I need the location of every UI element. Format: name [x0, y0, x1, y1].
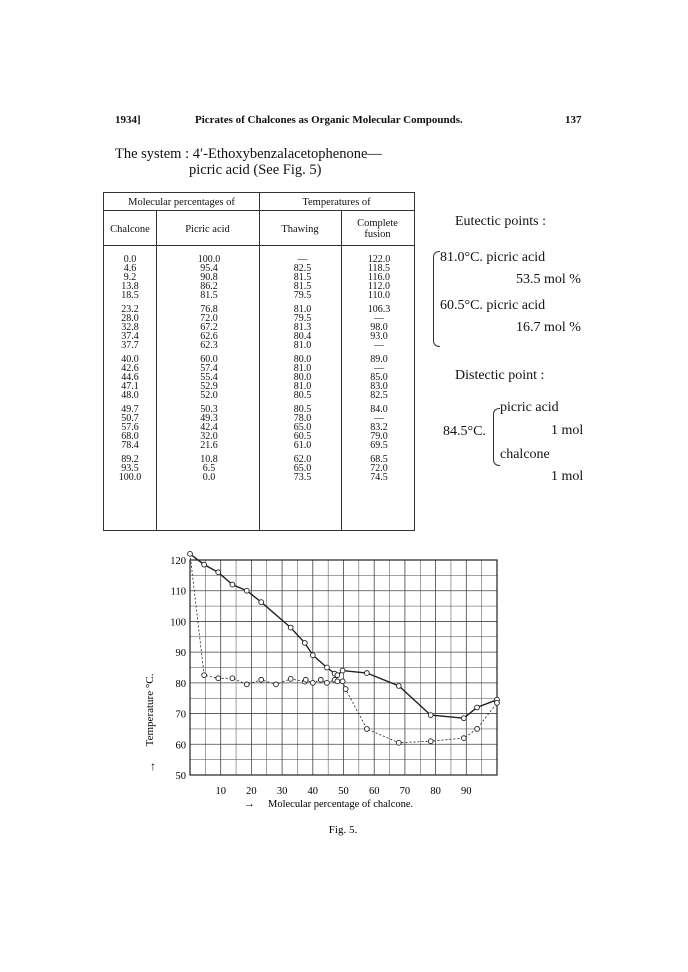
table-cell: 60.0	[200, 354, 218, 365]
y-axis-label: Temperature °C.	[144, 673, 156, 747]
distectic-brace	[493, 408, 500, 466]
table-cell: 21.6	[200, 440, 218, 451]
table-cell: 52.0	[200, 390, 218, 401]
table-cell: 79.5	[293, 290, 312, 301]
data-point	[202, 673, 207, 678]
table-cell: 98.0	[370, 322, 388, 333]
data-point	[310, 653, 315, 658]
table-cell: 0.0	[123, 254, 137, 265]
data-point	[428, 739, 433, 744]
table-cell: 81.5	[200, 290, 218, 301]
eutectic-point-2: 60.5°C. picric acid	[440, 298, 546, 313]
table-cell: 18.5	[121, 290, 139, 301]
data-point	[188, 551, 193, 556]
x-tick-label: 70	[399, 786, 411, 797]
table-cell: 67.2	[200, 322, 218, 333]
data-point	[230, 582, 235, 587]
table-cell: 83.2	[370, 422, 388, 433]
table-cell: 23.2	[121, 304, 139, 315]
table-cell: 0.0	[202, 472, 216, 483]
table-cell: 74.5	[370, 472, 388, 483]
header-left: 1934]	[115, 114, 141, 126]
data-point	[202, 562, 207, 567]
table-cell: —	[297, 254, 308, 265]
table-cell: 100.0	[118, 472, 142, 483]
distectic-mol-2: 1 mol	[551, 469, 584, 484]
distectic-comp-2: chalcone	[500, 447, 550, 462]
col-header-thawing: Thawing	[281, 224, 319, 235]
x-axis-label: Molecular percentage of chalcone.	[268, 799, 414, 810]
data-point	[303, 677, 308, 682]
table-column-chalcone	[104, 255, 156, 487]
table-cell: 72.0	[200, 313, 218, 324]
table-cell: 84.0	[370, 404, 388, 415]
data-point	[340, 679, 345, 684]
y-tick-label: 90	[175, 648, 186, 660]
figure-caption: Fig. 5.	[328, 824, 358, 836]
table-cell: 82.5	[293, 263, 312, 274]
table-cell: 50.7	[121, 413, 139, 424]
table-group-molecular: Molecular percentages of	[128, 197, 235, 208]
table-column-thawing	[270, 255, 335, 487]
data-point	[325, 665, 330, 670]
table-cell: 81.5	[293, 272, 312, 283]
data-point	[216, 570, 221, 575]
table-cell: 90.8	[200, 272, 218, 283]
x-tick-label: 10	[215, 786, 226, 797]
table-cell: 57.6	[121, 422, 139, 433]
distectic-heading: Distectic point :	[455, 368, 545, 383]
table-cell: 81.0	[293, 363, 312, 374]
data-point	[244, 588, 249, 593]
table-cell: 42.4	[200, 422, 218, 433]
table-cell: 112.0	[367, 281, 391, 292]
table-cell: 55.4	[200, 372, 218, 383]
table-cell: 68.5	[370, 454, 388, 465]
table-cell: 61.0	[293, 440, 312, 451]
y-tick-label: 120	[170, 556, 186, 567]
x-tick-label: 50	[338, 786, 349, 797]
data-point	[364, 671, 369, 676]
y-tick-label: 110	[170, 586, 186, 598]
data-point	[288, 676, 293, 681]
system-title: The system : 4′-Ethoxybenzalacetophenone—	[115, 146, 382, 162]
table-cell: —	[374, 413, 384, 424]
data-point	[475, 705, 480, 710]
data-point	[216, 676, 221, 681]
data-point	[325, 680, 330, 685]
table-cell: 89.0	[370, 354, 388, 365]
table-cell: 65.0	[293, 463, 312, 474]
table-cell: 68.0	[121, 431, 139, 442]
table-cell: 78.0	[293, 413, 312, 424]
distectic-mol-1: 1 mol	[551, 423, 584, 438]
table-column-picric	[174, 255, 244, 487]
data-point	[302, 641, 307, 646]
table-cell: 82.5	[370, 390, 388, 401]
data-point	[259, 600, 264, 605]
x-tick-label: 90	[461, 786, 472, 797]
table-cell: 37.7	[121, 340, 139, 351]
page-number: 137	[565, 114, 582, 126]
table-cell: 48.0	[121, 390, 139, 401]
data-point	[310, 680, 315, 685]
table-cell: 42.6	[121, 363, 139, 374]
table-cell: 122.0	[367, 254, 391, 265]
y-tick-label: 60	[175, 740, 186, 752]
table-cell: 81.0	[293, 304, 312, 315]
data-point	[274, 682, 279, 687]
x-tick-label: 60	[368, 786, 380, 797]
table-cell: 80.4	[293, 331, 312, 342]
table-cell: 86.2	[200, 281, 218, 292]
table-cell: 9.2	[123, 272, 137, 283]
table-cell: 89.2	[121, 454, 139, 465]
running-title: Picrates of Chalcones as Organic Molecular Compounds.	[195, 114, 463, 126]
table-cell: 40.0	[121, 354, 139, 365]
table-cell: 80.5	[293, 390, 312, 401]
table-cell: 47.1	[121, 381, 139, 392]
table-cell: 80.0	[293, 354, 312, 365]
phase-diagram	[0, 540, 688, 840]
table-cell: 73.5	[293, 472, 312, 483]
table-cell: 110.0	[367, 290, 391, 301]
data-point	[244, 682, 249, 687]
system-subtitle: picric acid (See Fig. 5)	[189, 162, 322, 178]
data-point	[396, 684, 401, 689]
eutectic-heading: Eutectic points :	[455, 214, 546, 229]
data-point	[343, 687, 348, 692]
x-tick-label: 30	[276, 786, 288, 797]
table-cell: 65.0	[293, 422, 312, 433]
data-point	[335, 673, 340, 678]
table-cell: 93.5	[121, 463, 139, 474]
table-cell: 49.3	[200, 413, 218, 424]
table-cell: 69.5	[370, 440, 388, 451]
eutectic-brace	[433, 251, 440, 347]
table-cell: —	[374, 313, 384, 324]
table-cell: —	[374, 363, 384, 374]
table-cell: 37.4	[121, 331, 139, 342]
table-cell: 32.8	[121, 322, 139, 333]
table-cell: 81.3	[293, 322, 312, 333]
table-column-fusion	[346, 255, 412, 487]
table-group-temperatures: Temperatures of	[302, 197, 371, 208]
y-tick-label: 80	[175, 678, 186, 690]
data-point	[396, 740, 401, 745]
y-tick-label: 100	[170, 617, 186, 629]
data-point	[259, 677, 264, 682]
table-cell: 62.6	[200, 331, 218, 342]
data-point	[364, 727, 369, 732]
table-cell: 81.5	[293, 281, 312, 292]
table-cell: 78.4	[121, 440, 139, 451]
table-cell: 62.0	[293, 454, 312, 465]
data-point	[335, 679, 340, 684]
table-cell: 60.5	[293, 431, 312, 442]
table-cell: 50.3	[200, 404, 218, 415]
table-cell: 76.8	[200, 304, 218, 315]
y-tick-label: 50	[175, 771, 186, 782]
table-cell: 83.0	[370, 381, 388, 392]
data-table	[103, 192, 415, 531]
table-cell: 49.7	[121, 404, 139, 415]
table-cell: 85.0	[370, 372, 388, 383]
table-cell: 81.0	[293, 381, 312, 392]
table-cell: —	[374, 340, 384, 351]
table-cell: 32.0	[200, 431, 218, 442]
col-header-complete: Complete	[357, 218, 398, 229]
data-point	[475, 727, 480, 732]
table-cell: 80.0	[293, 372, 312, 383]
table-cell: 52.9	[200, 381, 218, 392]
table-cell: 72.0	[370, 463, 388, 474]
x-tick-label: 40	[307, 786, 319, 797]
table-cell: 95.4	[200, 263, 218, 274]
table-cell: 116.0	[367, 272, 391, 283]
col-header-chalcone: Chalcone	[110, 224, 150, 235]
data-point	[318, 677, 323, 682]
table-cell: 57.4	[200, 363, 218, 374]
eutectic-point-1: 81.0°C. picric acid	[440, 250, 546, 265]
table-cell: 80.5	[293, 404, 312, 415]
col-header-picric-acid: Picric acid	[185, 224, 230, 235]
table-cell: 106.3	[367, 304, 391, 315]
eutectic-point-1-mol: 53.5 mol %	[516, 272, 581, 287]
table-cell: 4.6	[123, 263, 137, 274]
table-cell: 28.0	[121, 313, 139, 324]
y-tick-label: 70	[175, 709, 186, 721]
data-point	[428, 713, 433, 718]
table-cell: 81.0	[293, 340, 312, 351]
table-cell: 79.0	[370, 431, 388, 442]
distectic-temp: 84.5°C.	[443, 424, 486, 439]
table-cell: 44.6	[121, 372, 139, 383]
eutectic-point-2-mol: 16.7 mol %	[516, 320, 581, 335]
table-cell: 100.0	[197, 254, 221, 265]
data-point	[230, 676, 235, 681]
data-point	[495, 700, 500, 705]
y-axis-arrow: ↑	[150, 759, 156, 773]
table-cell: 118.5	[367, 263, 391, 274]
table-cell: 13.8	[121, 281, 139, 292]
x-tick-label: 20	[246, 786, 257, 797]
data-point	[288, 625, 293, 630]
table-cell: 6.5	[202, 463, 216, 474]
distectic-comp-1: picric acid	[500, 400, 559, 415]
data-point	[461, 716, 466, 721]
table-cell: 79.5	[293, 313, 312, 324]
data-point	[340, 668, 345, 673]
table-cell: 62.3	[200, 340, 218, 351]
data-point	[461, 736, 466, 741]
x-axis-arrow: →	[244, 798, 255, 810]
table-cell: 93.0	[370, 331, 388, 342]
col-header-fusion: fusion	[364, 229, 391, 240]
table-cell: 10.8	[200, 454, 218, 465]
x-tick-label: 80	[430, 786, 441, 797]
